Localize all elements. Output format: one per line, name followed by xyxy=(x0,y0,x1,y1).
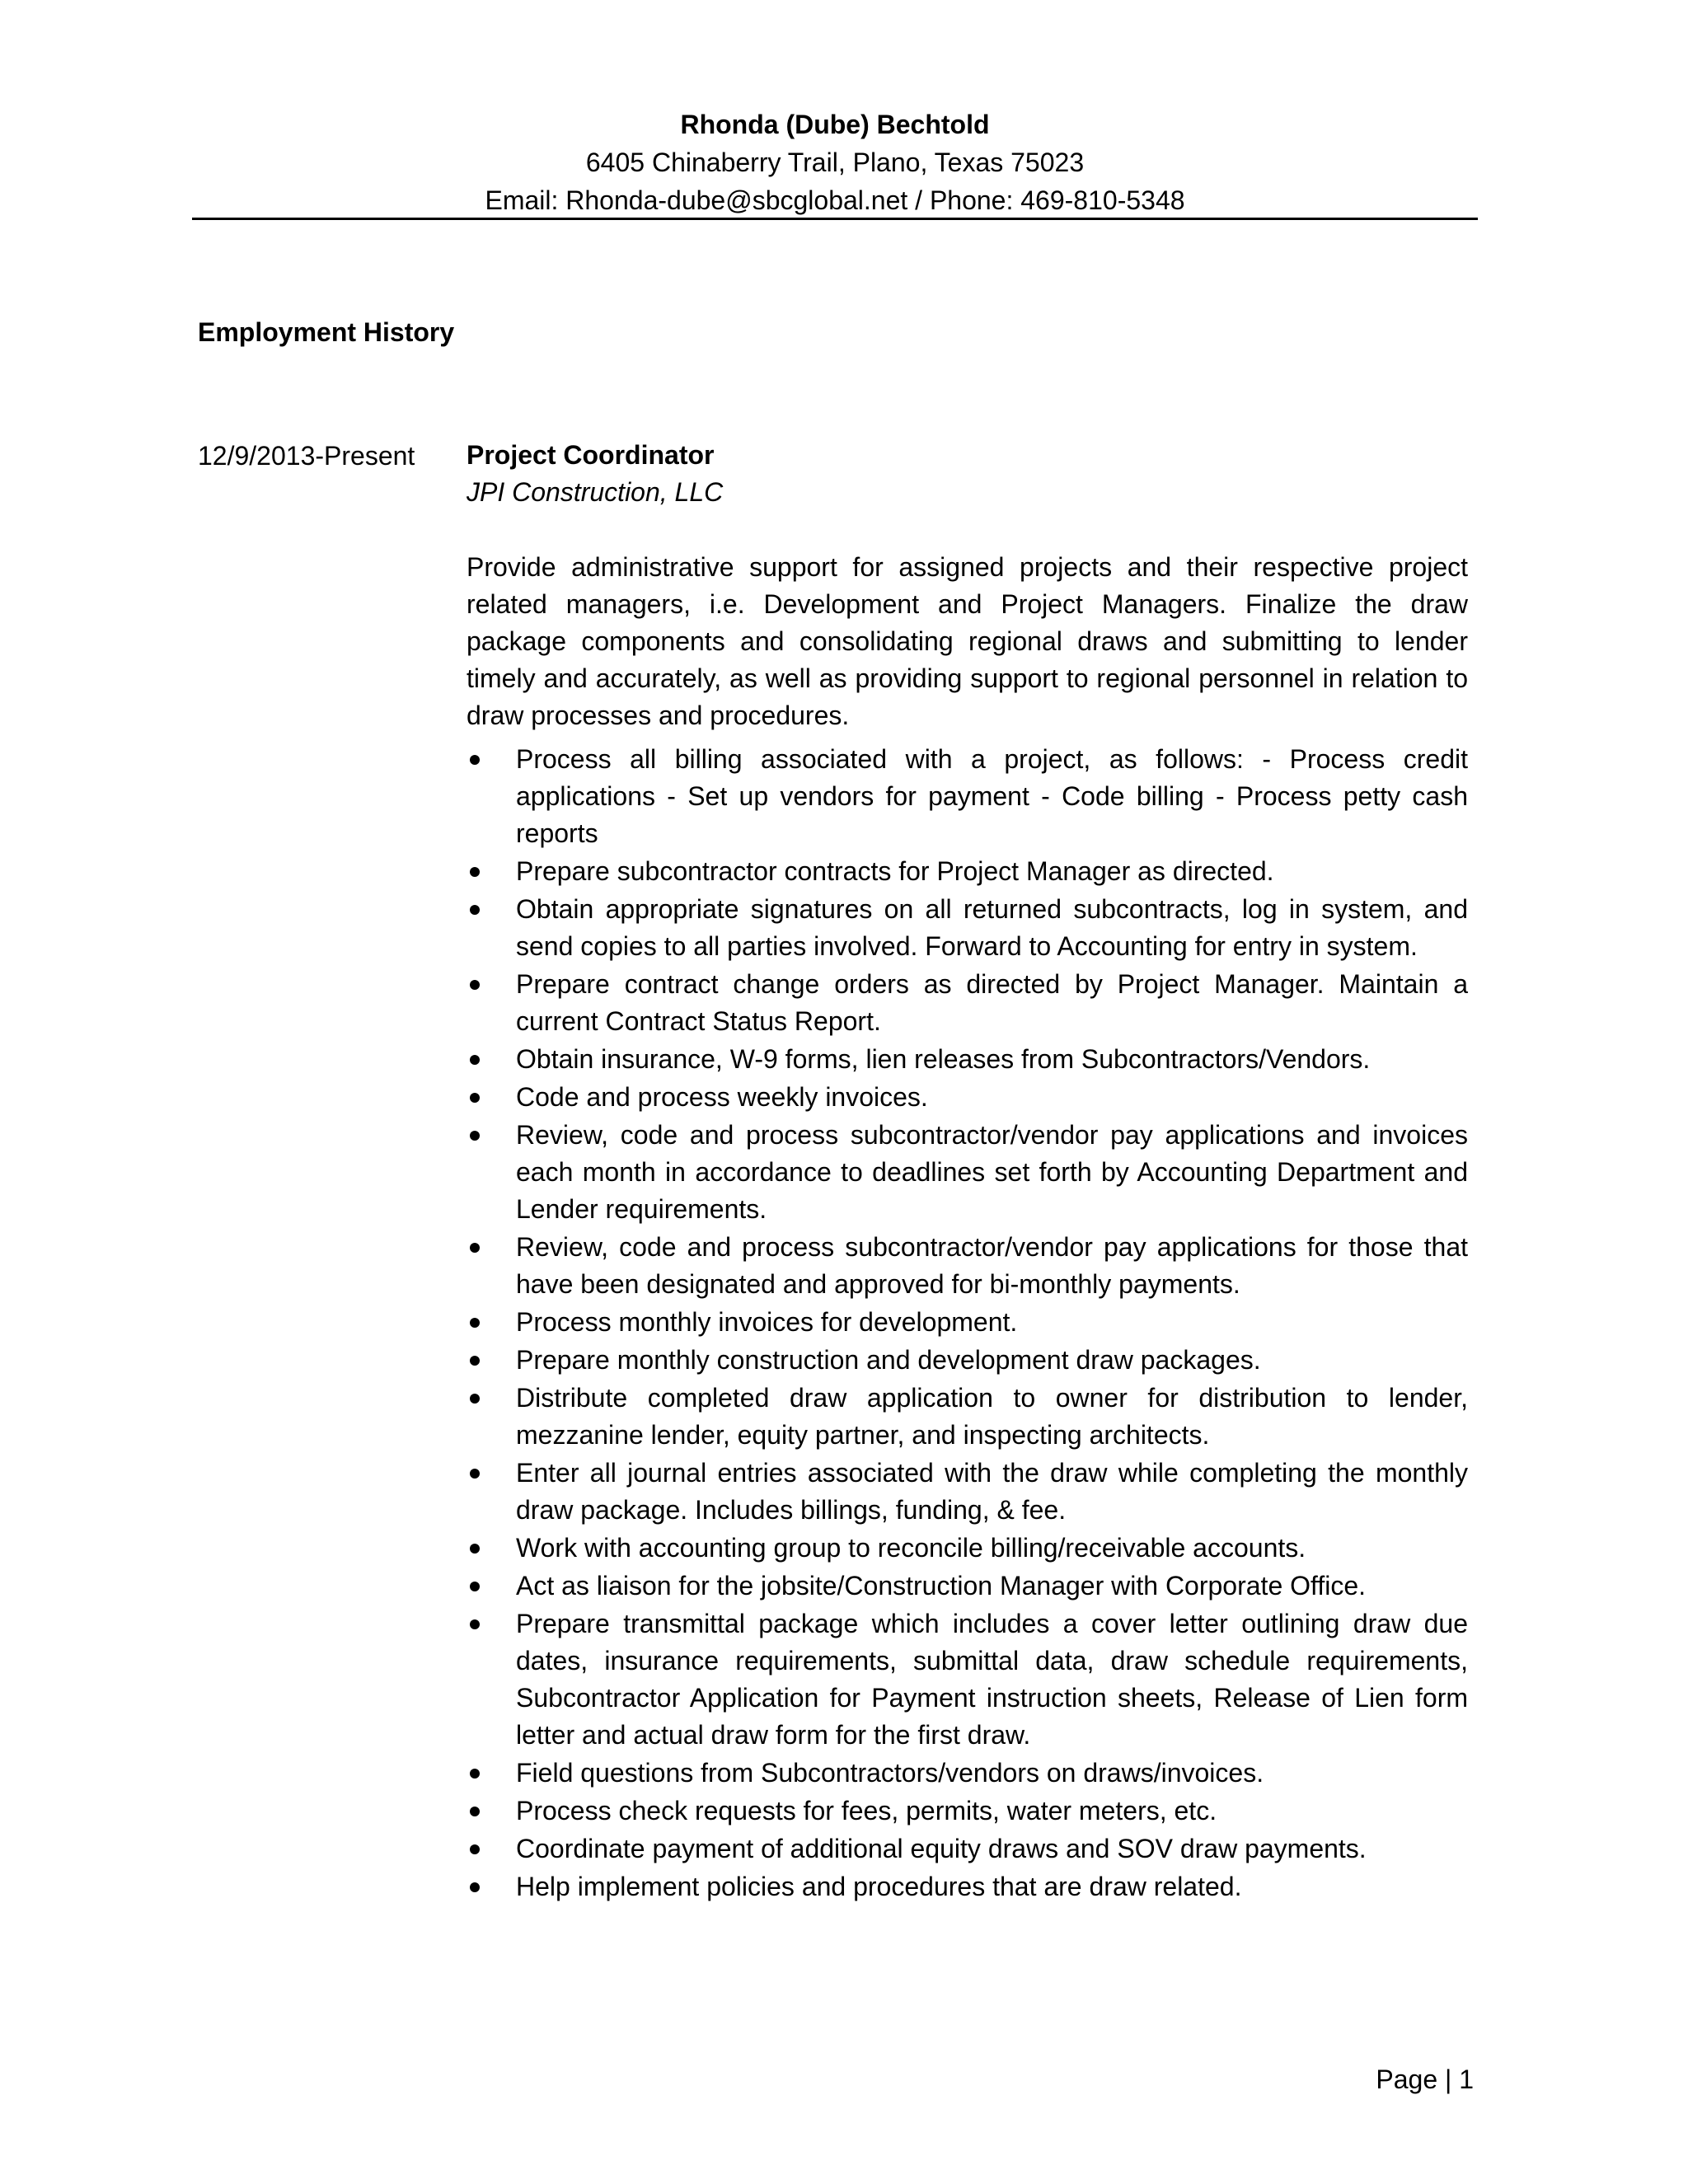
duty-item xyxy=(467,1229,1468,1303)
bullet-icon xyxy=(470,1131,480,1141)
duty-text: Prepare monthly construction and development draw packages. xyxy=(516,1345,1261,1375)
duty-item xyxy=(467,1568,1468,1605)
bullet-icon xyxy=(470,1807,480,1816)
job-title: Project Coordinator xyxy=(467,440,715,470)
duty-item xyxy=(467,1755,1468,1792)
bullet-icon xyxy=(470,1582,480,1591)
duty-item xyxy=(467,1868,1468,1905)
duty-text: Obtain appropriate signatures on all returned subcontracts, log in system, and send copies to all parties involved. Forward to Accounting for entry in system. xyxy=(516,894,1468,961)
duty-text: Prepare transmittal package which includes a cover letter outlining draw due dates, insurance requirements, submittal data, draw schedule requirements, Subcontractor Application for Payment instruction sheets, Release of Lien form letter and actual draw form for the first draw. xyxy=(516,1609,1468,1750)
duty-item xyxy=(467,966,1468,1040)
bullet-icon xyxy=(470,1769,480,1779)
bullet-icon xyxy=(470,1055,480,1065)
duty-text: Field questions from Subcontractors/vendors on draws/invoices. xyxy=(516,1758,1264,1788)
bullet-icon xyxy=(470,1318,480,1328)
duty-item xyxy=(467,1793,1468,1830)
duty-item xyxy=(467,1530,1468,1567)
duty-item xyxy=(467,1830,1468,1868)
duty-text: Review, code and process subcontractor/vendor pay applications and invoices each month in accordance to deadlines set forth by Accounting Department and Lender requirements. xyxy=(516,1120,1468,1224)
bullet-icon xyxy=(470,1882,480,1892)
bullet-icon xyxy=(470,1243,480,1253)
duty-item xyxy=(467,1117,1468,1228)
duty-text: Prepare subcontractor contracts for Project Manager as directed. xyxy=(516,856,1274,886)
duty-text: Enter all journal entries associated with the draw while completing the monthly draw package. Includes billings, funding, & fee. xyxy=(516,1458,1468,1525)
bullet-icon xyxy=(470,1844,480,1854)
bullet-icon xyxy=(470,755,480,765)
duty-text: Process all billing associated with a project, as follows: - Process credit applications - Set up vendors for payment - Code billing - Process petty cash reports xyxy=(516,744,1468,848)
page-number: Page | 1 xyxy=(1376,2064,1474,2094)
duty-item xyxy=(467,1079,1468,1116)
duty-item xyxy=(467,1342,1468,1379)
duty-item xyxy=(467,1304,1468,1341)
duties-list xyxy=(467,741,1468,1905)
duty-item xyxy=(467,853,1468,890)
duty-text: Coordinate payment of additional equity draws and SOV draw payments. xyxy=(516,1834,1367,1863)
duty-item xyxy=(467,741,1468,852)
duty-text: Work with accounting group to reconcile billing/receivable accounts. xyxy=(516,1533,1306,1563)
bullet-icon xyxy=(470,867,480,877)
duty-item xyxy=(467,891,1468,965)
duty-text: Process monthly invoices for development. xyxy=(516,1307,1018,1337)
job-entry xyxy=(467,437,1468,1906)
duty-text: Help implement policies and procedures that are draw related. xyxy=(516,1872,1242,1901)
duty-item xyxy=(467,1041,1468,1078)
bullet-icon xyxy=(470,1356,480,1366)
bullet-icon xyxy=(470,1544,480,1554)
duty-text: Prepare contract change orders as directed by Project Manager. Maintain a current Contract Status Report. xyxy=(516,969,1468,1036)
duty-text: Distribute completed draw application to owner for distribution to lender, mezzanine lender, equity partner, and inspecting architects. xyxy=(516,1383,1468,1450)
duty-item xyxy=(467,1455,1468,1529)
bullet-icon xyxy=(470,1619,480,1629)
duty-text: Obtain insurance, W-9 forms, lien releases from Subcontractors/Vendors. xyxy=(516,1044,1371,1074)
duty-text: Code and process weekly invoices. xyxy=(516,1082,928,1112)
job-summary: Provide administrative support for assigned projects and their respective project related managers, i.e. Development and Project Managers. Finalize the draw package components and consolidating regional draws and submitting to lender timely and accurately, as well as providing support to regional personnel in relation to draw processes and procedures. xyxy=(467,552,1468,730)
bullet-icon xyxy=(470,1394,480,1404)
job-dates: 12/9/2013-Present xyxy=(198,441,415,471)
applicant-name: Rhonda (Dube) Bechtold xyxy=(680,110,990,139)
bullet-icon xyxy=(470,1093,480,1103)
resume-header xyxy=(192,105,1478,219)
duty-item xyxy=(467,1605,1468,1754)
duty-item xyxy=(467,1380,1468,1454)
duty-text: Act as liaison for the jobsite/Construction Manager with Corporate Office. xyxy=(516,1571,1367,1601)
bullet-icon xyxy=(470,905,480,915)
applicant-contact: Email: Rhonda-dube@sbcglobal.net / Phone: 469-810-5348 xyxy=(485,185,1185,215)
duty-text: Process check requests for fees, permits, water meters, etc. xyxy=(516,1796,1217,1825)
duty-text: Review, code and process subcontractor/vendor pay applications for those that have been designated and approved for bi-monthly payments. xyxy=(516,1232,1468,1299)
bullet-icon xyxy=(470,1469,480,1479)
job-company: JPI Construction, LLC xyxy=(467,477,724,507)
bullet-icon xyxy=(470,980,480,990)
header-divider xyxy=(192,218,1478,220)
section-heading: Employment History xyxy=(198,317,455,347)
applicant-address: 6405 Chinaberry Trail, Plano, Texas 75023 xyxy=(585,148,1085,177)
